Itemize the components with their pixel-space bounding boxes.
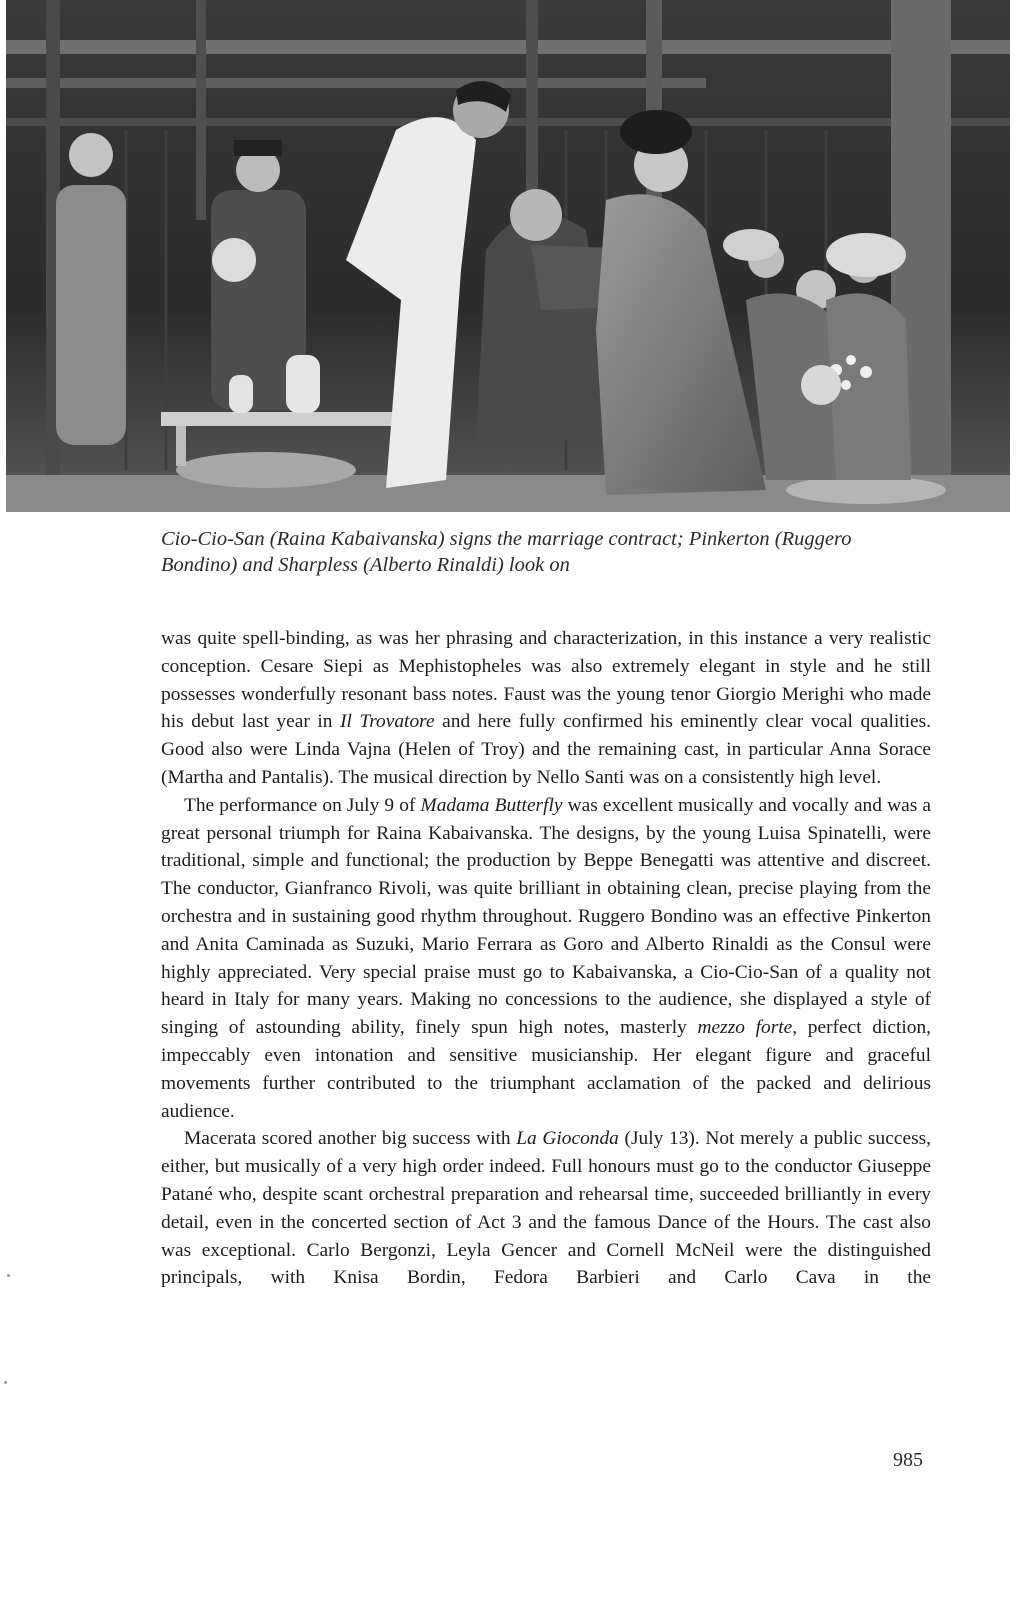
paragraph-3-title-la-gioconda: La Gioconda [516,1128,619,1150]
paragraph-1-title-il-trovatore: Il Trovatore [340,711,435,733]
stage-photo [6,0,1010,512]
paragraph-2-text-e: , perfect diction, impeccably even intonation and sensitive musicianship. Her elegant figure and graceful movements further contributed to the triumphant acclamation of the packed and delirious audience. [161,1017,932,1122]
paragraph-3 [161,1125,931,1292]
paragraph-2-text-c: was excellent musically and vocally and was a great personal triumph for Raina Kabaivanska. The designs, by the young Luisa Spinatelli, were traditional, simple and functional; the production by Beppe Benegatti was attentive and discreet. The conductor, Gianfranco Rivoli, was quite brilliant in obtaining clean, precise playing from the orchestra and in sustaining good rhythm throughout. Ruggero Bondino was an effective Pinkerton and Anita Caminada as Suzuki, Mario Ferrara as Goro and Alberto Rinaldi as the Consul were highly appreciated. Very special praise must go to Kabaivanska, a Cio-Cio-San of a quality not heard in Italy for many years. Making no concessions to the audience, she displayed a style of singing of astounding ability, finely spun high notes, masterly [161,794,931,1039]
margin-speck [4,1381,7,1384]
paragraph-2-title-madama-butterfly: Madama Butterfly [420,794,563,816]
paragraph-1-text-a: was quite spell-binding, as was her phrasing and characterization, in this instance a very realistic conception. Cesare Siepi as Mephistopheles was also extremely elegant in style and he still possesses wonderfully resonant bass notes. Faust was the young tenor Giorgio Merighi who made his debut last year in [161,628,931,733]
paragraph-2 [161,792,931,1126]
paragraph-1-text-c: and here fully confirmed his eminently clear vocal qualities. Good also were Linda Vajna (Helen of Troy) and the remaining cast, in particular Anna Sorace (Martha and Pantalis). The musical direction by Nello Santi was on a consistently high level. [161,711,931,788]
opera-stage-photo-icon [6,0,1010,512]
article-body [161,625,931,1292]
paragraph-3-text-c: (July 13). Not merely a public success, either, but musically of a very high order indeed. Full honours must go to the conductor Giuseppe Patané who, despite scant orchestral preparation and rehearsal time, succeeded brilliantly in every detail, even in the concerted section of Act 3 and the famous Dance of the Hours. The cast also was exceptional. Carlo Bergonzi, Leyla Gencer and Cornell McNeil were the distinguished principals, with Knisa Bordin, Fedora Barbieri and Carlo Cava in the [161,1128,932,1289]
paragraph-2-text-a: The performance on July 9 of [184,794,421,816]
paragraph-3-text-a: Macerata scored another big success with [184,1128,517,1150]
page-number: 985 [893,1449,923,1471]
photo-caption: Cio-Cio-San (Raina Kabaivanska) signs the marriage contract; Pinkerton (Ruggero Bondino) and Sharpless (Alberto Rinaldi) look on [161,528,852,576]
paragraph-2-term-mezzo-forte: mezzo forte [697,1017,793,1039]
paragraph-1 [161,625,931,792]
margin-speck [7,1274,10,1277]
